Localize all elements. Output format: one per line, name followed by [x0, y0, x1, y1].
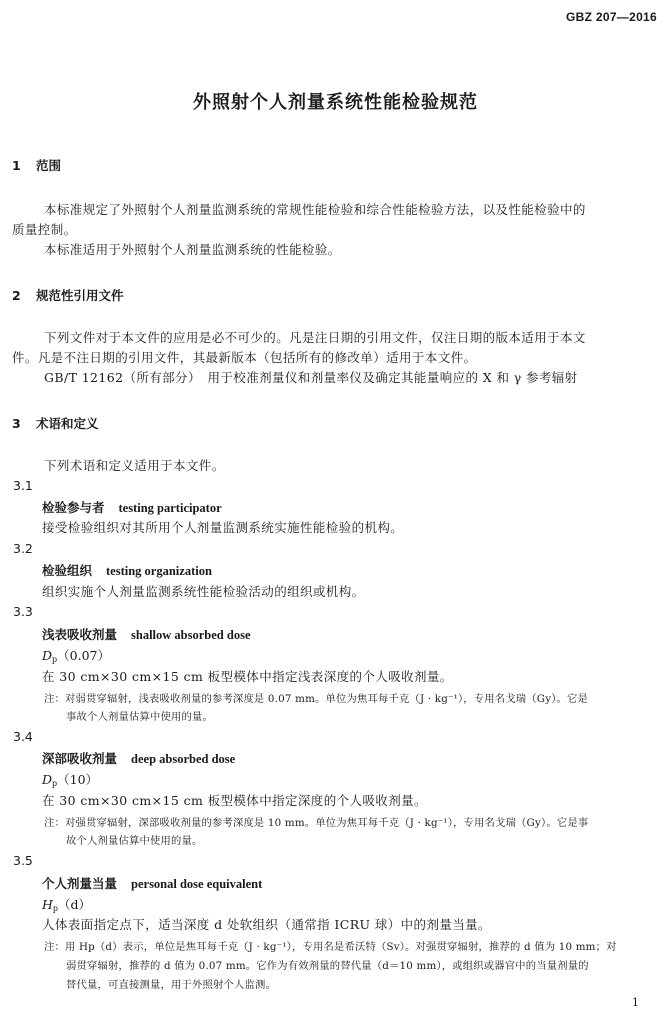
term-zh: 个人剂量当量: [42, 876, 118, 891]
term-en: personal dose equivalent: [131, 877, 263, 891]
section-heading-1: [12, 156, 61, 174]
section-title: 范围: [36, 158, 62, 173]
section-number: 1: [12, 158, 21, 173]
symbol-subscript: p: [52, 779, 58, 788]
term-en: shallow absorbed dose: [131, 628, 251, 642]
term-definition: 人体表面指定点下，适当深度 d 处软组织（通常指 ICRU 球）中的剂量当量。: [42, 917, 491, 932]
section-heading-3: [12, 414, 99, 432]
term-note: 事故个人剂量估算中使用的量。: [66, 711, 213, 723]
term-note: 故个人剂量估算中使用的量。: [66, 835, 203, 847]
term-title: [42, 749, 235, 767]
term-title: [42, 625, 251, 643]
term-en: testing participator: [118, 501, 222, 515]
term-title: [42, 874, 262, 892]
paragraph: 质量控制。: [12, 222, 77, 237]
term-definition: 在 30 cm×30 cm×15 cm 板型模体中指定深度的个人吸收剂量。: [42, 793, 427, 808]
section-number: 3: [12, 416, 21, 431]
term-number: 3.5: [13, 853, 33, 868]
symbol-subscript: p: [52, 655, 58, 664]
term-en: deep absorbed dose: [131, 752, 236, 766]
term-zh: 检验组织: [42, 563, 93, 578]
paragraph: 下列文件对于本文件的应用是必不可少的。凡是注日期的引用文件，仅注日期的版本适用于本文: [44, 330, 586, 345]
page-number: 1: [632, 996, 639, 1009]
section-title: 规范性引用文件: [36, 288, 124, 303]
term-symbol: [42, 895, 91, 913]
section-title: 术语和定义: [36, 416, 99, 431]
term-definition: 组织实施个人剂量监测系统性能检验活动的组织或机构。: [42, 584, 365, 599]
term-note: 注：对弱贯穿辐射，浅表吸收剂量的参考深度是 0.07 mm。单位为焦耳每千克（J · kg⁻¹），专用名戈瑞（Gy）。它是: [44, 693, 589, 705]
standard-number: GBZ 207—2016: [566, 10, 657, 24]
term-number: 3.3: [13, 604, 33, 619]
symbol-subscript: p: [52, 904, 59, 913]
term-symbol: [42, 770, 98, 788]
symbol-argument: （10）: [57, 772, 99, 787]
reference-entry: GB/T 12162（所有部分） 用于校准剂量仪和剂量率仪及确定其能量响应的 X 和 γ 参考辐射: [44, 370, 578, 385]
term-zh: 深部吸收剂量: [42, 751, 118, 766]
term-definition: 接受检验组织对其所用个人剂量监测系统实施性能检验的机构。: [42, 520, 404, 535]
section-number: 2: [12, 288, 21, 303]
symbol-argument: （d）: [58, 897, 92, 912]
section-heading-2: [12, 286, 124, 304]
term-number: 3.4: [13, 729, 33, 744]
term-note: 替代量，可直接测量，用于外照射个人监测。: [66, 979, 276, 991]
document-title: 外照射个人剂量系统性能检验规范: [193, 92, 478, 113]
term-number: 3.1: [13, 478, 33, 493]
symbol-main: D: [42, 772, 53, 787]
paragraph: 本标准规定了外照射个人剂量监测系统的常规性能检验和综合性能检验方法，以及性能检验中的: [44, 202, 586, 217]
term-zh: 检验参与者: [42, 500, 105, 515]
symbol-argument: （0.07）: [57, 648, 110, 663]
term-zh: 浅表吸收剂量: [42, 627, 118, 642]
term-title: [42, 498, 222, 516]
term-en: testing organization: [106, 564, 212, 578]
paragraph: 下列术语和定义适用于本文件。: [44, 458, 225, 473]
term-number: 3.2: [13, 541, 33, 556]
symbol-main: D: [42, 648, 53, 663]
term-symbol: [42, 646, 110, 664]
term-note: 注：对强贯穿辐射，深部吸收剂量的参考深度是 10 mm。单位为焦耳每千克（J · kg⁻¹），专用名戈瑞（Gy）。它是事: [44, 817, 589, 829]
term-note: 弱贯穿辐射，推荐的 d 值为 0.07 mm。它作为有效剂量的替代量（d＝10 mm），或组织或器官中的当量剂量的: [66, 960, 589, 972]
paragraph: 件。凡是不注日期的引用文件，其最新版本（包括所有的修改单）适用于本文件。: [12, 350, 477, 365]
paragraph: 本标准适用于外照射个人剂量监测系统的性能检验。: [44, 242, 341, 257]
symbol-main: H: [42, 897, 53, 912]
term-title: [42, 561, 212, 579]
term-note: 注：用 Hp（d）表示，单位是焦耳每千克（J · kg⁻¹），专用名是希沃特（Sv）。对强贯穿辐射，推荐的 d 值为 10 mm；对: [44, 941, 617, 953]
term-definition: 在 30 cm×30 cm×15 cm 板型模体中指定浅表深度的个人吸收剂量。: [42, 669, 453, 684]
